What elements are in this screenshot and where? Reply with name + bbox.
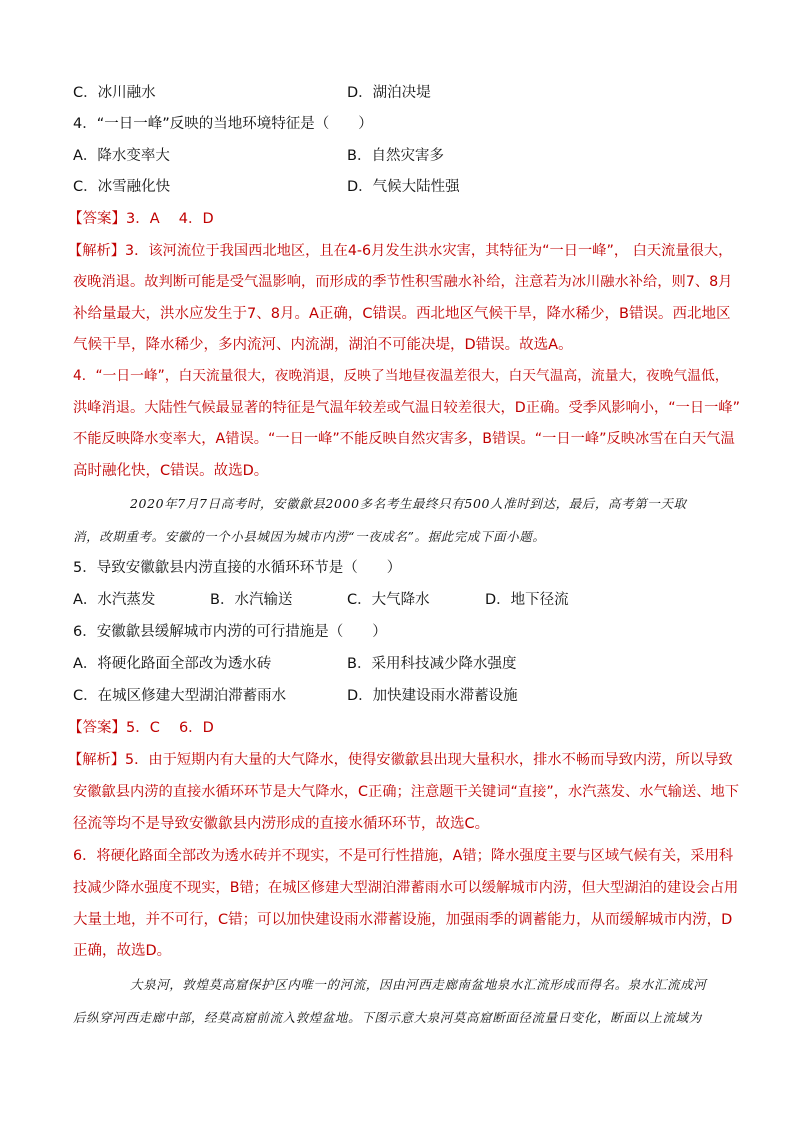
analysis-6-line-3: 大量土地，并不可行，C错；可以加快建设雨水滞蓄设施，加强雨季的调蓄能力，从而缓解城市内涝，D bbox=[73, 912, 733, 928]
analysis-6-line-2: 技减少降水强度不现实，B错；在城区修建大型湖泊滞蓄雨水可以缓解城市内涝，但大型湖泊的建设会占用 bbox=[73, 880, 739, 896]
q5-option-a: A．水汽蒸发 bbox=[73, 592, 156, 608]
q4-option-b: B．自然灾害多 bbox=[347, 148, 444, 164]
q6-option-c: C．在城区修建大型湖泊滞蓄雨水 bbox=[73, 688, 287, 704]
analysis-3-line-2: 夜晚消退。故判断可能是受气温影响，而形成的季节性积雪融水补给，注意若为冰川融水补给，则7、8月 bbox=[73, 274, 733, 290]
answer-3-4 bbox=[68, 209, 214, 229]
q3-option-c: C．冰川融水 bbox=[73, 85, 156, 101]
q6-stem: 6．安徽歙县缓解城市内涝的可行措施是（ ） bbox=[73, 624, 387, 640]
answer-5-6 bbox=[68, 718, 214, 738]
analysis-3-line-3: 补给量最大，洪水应发生于7、8月。A正确，C错误。西北地区气候干旱，降水稀少，B错误。西北地区 bbox=[73, 306, 731, 322]
q3-option-d: D．湖泊决堤 bbox=[347, 85, 431, 101]
q5-option-d: D．地下径流 bbox=[485, 592, 569, 608]
q4-stem: 4．“一日一峰”反映的当地环境特征是（ ） bbox=[73, 116, 373, 132]
analysis-6-line-1: 6．将硬化路面全部改为透水砖并不现实，不是可行性措施，A错；降水强度主要与区域气候有关，采用科 bbox=[73, 848, 734, 864]
passage-1-line-1: 2020年7月7日高考时，安徽歙县2000多名考生最终只有500人准时到达，最后，高考第一天取 bbox=[130, 496, 687, 511]
analysis-6-line-4: 正确，故选D。 bbox=[73, 943, 172, 959]
analysis-4-line-4: 高时融化快，C错误。故选D。 bbox=[73, 463, 269, 479]
analysis-4-line-3: 不能反映降水变率大，A错误。“一日一峰”不能反映自然灾害多，B错误。“一日一峰”反映冰雪在白天气温 bbox=[73, 431, 735, 447]
q4-option-d: D．气候大陆性强 bbox=[347, 179, 460, 195]
answer-text: 3．A 4．D bbox=[126, 211, 214, 227]
analysis-5-line-1: 【解析】5．由于短期内有大量的大气降水，使得安徽歙县出现大量积水，排水不畅而导致内涝，所以导致 bbox=[68, 752, 733, 768]
answer-label: 【答案】 bbox=[68, 720, 126, 736]
q4-option-a: A．降水变率大 bbox=[73, 148, 170, 164]
analysis-5-line-2: 安徽歙县内涝的直接水循环环节是大气降水，C正确；注意题干关键词“直接”，水汽蒸发、水气输送、地下 bbox=[73, 784, 739, 800]
q6-option-b: B．采用科技减少降水强度 bbox=[347, 656, 517, 672]
answer-text: 5．C 6．D bbox=[126, 720, 214, 736]
passage-2-line-1: 大泉河，敦煌莫高窟保护区内唯一的河流，因由河西走廊南盆地泉水汇流形成而得名。泉水汇流成河 bbox=[130, 977, 707, 992]
analysis-label: 【解析】 bbox=[68, 752, 126, 768]
analysis-3-line-1: 【解析】3．该河流位于我国西北地区，且在4-6月发生洪水灾害，其特征为“一日一峰”， 白天流量很大， bbox=[68, 243, 733, 259]
q5-option-b: B．水汽输送 bbox=[210, 592, 293, 608]
passage-1-line-2: 消，改期重考。安徽的一个小县城因为城市内涝“一夜成名”。据此完成下面小题。 bbox=[73, 529, 546, 544]
answer-label: 【答案】 bbox=[68, 211, 126, 227]
analysis-label: 【解析】 bbox=[68, 243, 126, 259]
passage-2-line-2: 后纵穿河西走廊中部，经莫高窟前流入敦煌盆地。下图示意大泉河莫高窟断面径流量日变化，断面以上流域为 bbox=[73, 1010, 702, 1025]
analysis-4-line-1: 4．“一日一峰”，白天流量很大，夜晚消退，反映了当地昼夜温差很大，白天气温高，流量大，夜晚气温低， bbox=[73, 368, 729, 384]
q5-option-c: C．大气降水 bbox=[347, 592, 430, 608]
q5-stem: 5．导致安徽歙县内涝直接的水循环环节是（ ） bbox=[73, 560, 402, 576]
analysis-3-line-4: 气候干旱，降水稀少，多内流河、内流湖，湖泊不可能决堤，D错误。故选A。 bbox=[73, 337, 573, 353]
analysis-5-line-3: 径流等均不是导致安徽歙县内涝形成的直接水循环环节，故选C。 bbox=[73, 816, 490, 832]
analysis-4-line-2: 洪峰消退。大陆性气候最显著的特征是气温年较差或气温日较差很大，D正确。受季风影响小，“一日一峰” bbox=[73, 400, 740, 416]
q6-option-d: D．加快建设雨水滞蓄设施 bbox=[347, 688, 518, 704]
q6-option-a: A．将硬化路面全部改为透水砖 bbox=[73, 656, 272, 672]
q4-option-c: C．冰雪融化快 bbox=[73, 179, 171, 195]
